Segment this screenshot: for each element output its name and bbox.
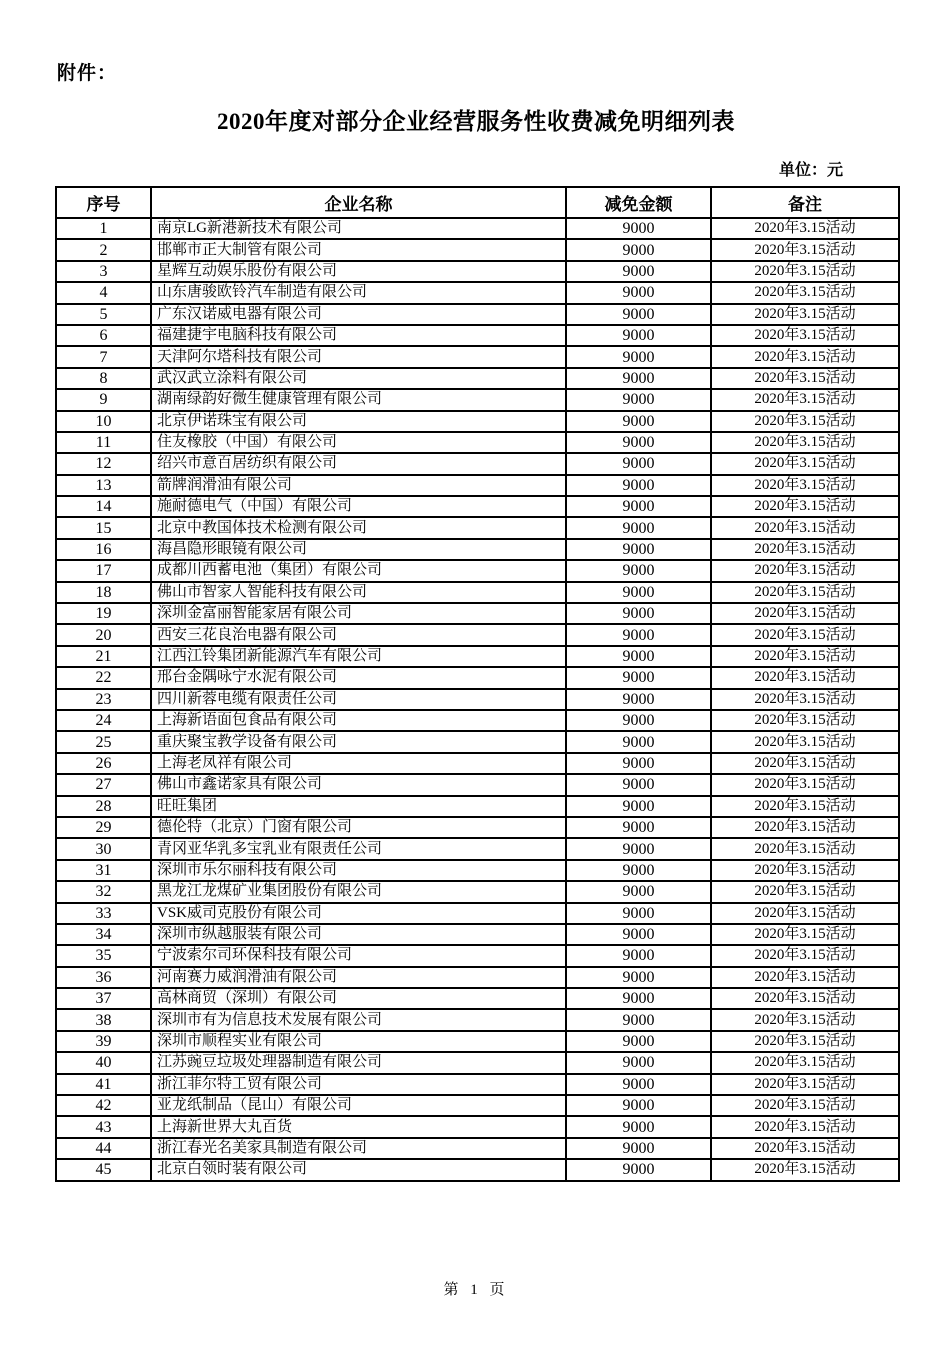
cell-company: 北京白领时装有限公司 bbox=[151, 1159, 566, 1180]
cell-index: 43 bbox=[56, 1116, 151, 1137]
cell-company: 黑龙江龙煤矿业集团股份有限公司 bbox=[151, 881, 566, 902]
cell-company: 深圳市有为信息技术发展有限公司 bbox=[151, 1009, 566, 1030]
cell-company: 住友橡胶（中国）有限公司 bbox=[151, 432, 566, 453]
cell-company: 西安三花良治电器有限公司 bbox=[151, 624, 566, 645]
cell-company: 河南赛力威润滑油有限公司 bbox=[151, 967, 566, 988]
cell-remark: 2020年3.15活动 bbox=[711, 282, 899, 303]
cell-company: 浙江春光名美家具制造有限公司 bbox=[151, 1138, 566, 1159]
cell-index: 23 bbox=[56, 689, 151, 710]
cell-company: 佛山市智家人智能科技有限公司 bbox=[151, 582, 566, 603]
cell-amount: 9000 bbox=[566, 710, 711, 731]
cell-company: 武汉武立涂料有限公司 bbox=[151, 368, 566, 389]
cell-amount: 9000 bbox=[566, 881, 711, 902]
cell-remark: 2020年3.15活动 bbox=[711, 710, 899, 731]
cell-company: 深圳市顺程实业有限公司 bbox=[151, 1031, 566, 1052]
cell-amount: 9000 bbox=[566, 967, 711, 988]
cell-amount: 9000 bbox=[566, 304, 711, 325]
cell-index: 31 bbox=[56, 860, 151, 881]
cell-company: 邯郸市正大制管有限公司 bbox=[151, 239, 566, 260]
cell-remark: 2020年3.15活动 bbox=[711, 603, 899, 624]
table-header-row bbox=[56, 187, 899, 218]
table-row bbox=[56, 261, 899, 282]
cell-remark: 2020年3.15活动 bbox=[711, 945, 899, 966]
cell-amount: 9000 bbox=[566, 261, 711, 282]
table-row bbox=[56, 945, 899, 966]
cell-index: 9 bbox=[56, 389, 151, 410]
cell-remark: 2020年3.15活动 bbox=[711, 624, 899, 645]
cell-remark: 2020年3.15活动 bbox=[711, 817, 899, 838]
cell-company: 天津阿尔塔科技有限公司 bbox=[151, 346, 566, 367]
cell-index: 22 bbox=[56, 667, 151, 688]
unit-label: 单位：元 bbox=[778, 162, 843, 179]
cell-remark: 2020年3.15活动 bbox=[711, 432, 899, 453]
cell-remark: 2020年3.15活动 bbox=[711, 1159, 899, 1180]
cell-remark: 2020年3.15活动 bbox=[711, 860, 899, 881]
cell-index: 3 bbox=[56, 261, 151, 282]
cell-index: 35 bbox=[56, 945, 151, 966]
cell-company: 海昌隐形眼镜有限公司 bbox=[151, 539, 566, 560]
cell-amount: 9000 bbox=[566, 560, 711, 581]
cell-remark: 2020年3.15活动 bbox=[711, 304, 899, 325]
cell-company: 重庆聚宝教学设备有限公司 bbox=[151, 731, 566, 752]
cell-index: 2 bbox=[56, 239, 151, 260]
cell-amount: 9000 bbox=[566, 432, 711, 453]
table-row bbox=[56, 539, 899, 560]
cell-company: 北京伊诺珠宝有限公司 bbox=[151, 411, 566, 432]
cell-company: 旺旺集团 bbox=[151, 796, 566, 817]
cell-remark: 2020年3.15活动 bbox=[711, 1116, 899, 1137]
cell-remark: 2020年3.15活动 bbox=[711, 1009, 899, 1030]
cell-remark: 2020年3.15活动 bbox=[711, 261, 899, 282]
table-row bbox=[56, 239, 899, 260]
cell-index: 28 bbox=[56, 796, 151, 817]
cell-index: 40 bbox=[56, 1052, 151, 1073]
cell-amount: 9000 bbox=[566, 496, 711, 517]
cell-company: 浙江菲尔特工贸有限公司 bbox=[151, 1074, 566, 1095]
cell-remark: 2020年3.15活动 bbox=[711, 731, 899, 752]
cell-index: 41 bbox=[56, 1074, 151, 1095]
cell-remark: 2020年3.15活动 bbox=[711, 368, 899, 389]
cell-company: VSK威司克股份有限公司 bbox=[151, 903, 566, 924]
table-row bbox=[56, 646, 899, 667]
cell-amount: 9000 bbox=[566, 239, 711, 260]
cell-amount: 9000 bbox=[566, 1095, 711, 1116]
cell-amount: 9000 bbox=[566, 539, 711, 560]
cell-index: 45 bbox=[56, 1159, 151, 1180]
cell-index: 36 bbox=[56, 967, 151, 988]
cell-company: 绍兴市意百居纺织有限公司 bbox=[151, 453, 566, 474]
page-title: 2020年度对部分企业经营服务性收费减免明细列表 bbox=[217, 109, 735, 134]
cell-remark: 2020年3.15活动 bbox=[711, 646, 899, 667]
cell-remark: 2020年3.15活动 bbox=[711, 218, 899, 239]
table-row bbox=[56, 282, 899, 303]
table-row bbox=[56, 860, 899, 881]
cell-amount: 9000 bbox=[566, 282, 711, 303]
table-row bbox=[56, 453, 899, 474]
table-row bbox=[56, 304, 899, 325]
cell-amount: 9000 bbox=[566, 603, 711, 624]
table-row bbox=[56, 346, 899, 367]
cell-index: 8 bbox=[56, 368, 151, 389]
cell-index: 32 bbox=[56, 881, 151, 902]
table-row bbox=[56, 1074, 899, 1095]
cell-amount: 9000 bbox=[566, 1116, 711, 1137]
cell-amount: 9000 bbox=[566, 1052, 711, 1073]
cell-remark: 2020年3.15活动 bbox=[711, 1031, 899, 1052]
cell-index: 13 bbox=[56, 475, 151, 496]
cell-index: 38 bbox=[56, 1009, 151, 1030]
table-row bbox=[56, 774, 899, 795]
cell-company: 德伦特（北京）门窗有限公司 bbox=[151, 817, 566, 838]
table-row bbox=[56, 924, 899, 945]
cell-company: 福建捷宇电脑科技有限公司 bbox=[151, 325, 566, 346]
cell-index: 27 bbox=[56, 774, 151, 795]
table-row bbox=[56, 903, 899, 924]
cell-remark: 2020年3.15活动 bbox=[711, 517, 899, 538]
cell-index: 15 bbox=[56, 517, 151, 538]
table-row bbox=[56, 475, 899, 496]
table-row bbox=[56, 838, 899, 859]
cell-index: 26 bbox=[56, 753, 151, 774]
cell-company: 邢台金隅咏宁水泥有限公司 bbox=[151, 667, 566, 688]
cell-company: 上海老凤祥有限公司 bbox=[151, 753, 566, 774]
cell-index: 6 bbox=[56, 325, 151, 346]
cell-amount: 9000 bbox=[566, 1031, 711, 1052]
fee-reduction-table bbox=[55, 186, 900, 1182]
cell-index: 17 bbox=[56, 560, 151, 581]
cell-company: 青冈亚华乳多宝乳业有限责任公司 bbox=[151, 838, 566, 859]
cell-amount: 9000 bbox=[566, 860, 711, 881]
cell-index: 18 bbox=[56, 582, 151, 603]
table-row bbox=[56, 731, 899, 752]
column-header: 企业名称 bbox=[151, 187, 566, 218]
table-row bbox=[56, 432, 899, 453]
cell-amount: 9000 bbox=[566, 667, 711, 688]
cell-remark: 2020年3.15活动 bbox=[711, 1138, 899, 1159]
cell-remark: 2020年3.15活动 bbox=[711, 796, 899, 817]
table-row bbox=[56, 603, 899, 624]
cell-index: 34 bbox=[56, 924, 151, 945]
cell-company: 箭牌润滑油有限公司 bbox=[151, 475, 566, 496]
column-header: 备注 bbox=[711, 187, 899, 218]
cell-index: 21 bbox=[56, 646, 151, 667]
cell-remark: 2020年3.15活动 bbox=[711, 689, 899, 710]
cell-index: 1 bbox=[56, 218, 151, 239]
cell-company: 湖南绿韵好微生健康管理有限公司 bbox=[151, 389, 566, 410]
table-row bbox=[56, 218, 899, 239]
cell-amount: 9000 bbox=[566, 582, 711, 603]
cell-company: 上海新语面包食品有限公司 bbox=[151, 710, 566, 731]
cell-company: 施耐德电气（中国）有限公司 bbox=[151, 496, 566, 517]
page-number: 第 1 页 bbox=[443, 1282, 509, 1298]
table-row bbox=[56, 881, 899, 902]
cell-remark: 2020年3.15活动 bbox=[711, 539, 899, 560]
cell-remark: 2020年3.15活动 bbox=[711, 838, 899, 859]
cell-amount: 9000 bbox=[566, 774, 711, 795]
table-row bbox=[56, 710, 899, 731]
table-row bbox=[56, 1031, 899, 1052]
cell-company: 星辉互动娱乐股份有限公司 bbox=[151, 261, 566, 282]
cell-company: 江苏豌豆垃圾处理器制造有限公司 bbox=[151, 1052, 566, 1073]
cell-company: 亚龙纸制品（昆山）有限公司 bbox=[151, 1095, 566, 1116]
table-row bbox=[56, 496, 899, 517]
cell-remark: 2020年3.15活动 bbox=[711, 1074, 899, 1095]
cell-amount: 9000 bbox=[566, 838, 711, 859]
cell-amount: 9000 bbox=[566, 924, 711, 945]
cell-company: 佛山市鑫诺家具有限公司 bbox=[151, 774, 566, 795]
cell-amount: 9000 bbox=[566, 903, 711, 924]
cell-index: 7 bbox=[56, 346, 151, 367]
cell-remark: 2020年3.15活动 bbox=[711, 582, 899, 603]
cell-amount: 9000 bbox=[566, 325, 711, 346]
cell-remark: 2020年3.15活动 bbox=[711, 753, 899, 774]
table-row bbox=[56, 517, 899, 538]
table-row bbox=[56, 817, 899, 838]
cell-amount: 9000 bbox=[566, 945, 711, 966]
cell-amount: 9000 bbox=[566, 1159, 711, 1180]
table-row bbox=[56, 1116, 899, 1137]
cell-amount: 9000 bbox=[566, 646, 711, 667]
cell-index: 42 bbox=[56, 1095, 151, 1116]
table-row bbox=[56, 667, 899, 688]
attachment-label: 附件： bbox=[57, 63, 118, 84]
cell-remark: 2020年3.15活动 bbox=[711, 389, 899, 410]
table-row bbox=[56, 325, 899, 346]
cell-remark: 2020年3.15活动 bbox=[711, 560, 899, 581]
cell-company: 广东汉诺威电器有限公司 bbox=[151, 304, 566, 325]
cell-remark: 2020年3.15活动 bbox=[711, 667, 899, 688]
cell-amount: 9000 bbox=[566, 1009, 711, 1030]
table-body bbox=[56, 218, 899, 1181]
cell-index: 29 bbox=[56, 817, 151, 838]
cell-remark: 2020年3.15活动 bbox=[711, 1095, 899, 1116]
cell-index: 33 bbox=[56, 903, 151, 924]
cell-company: 深圳市乐尔丽科技有限公司 bbox=[151, 860, 566, 881]
table-row bbox=[56, 411, 899, 432]
cell-remark: 2020年3.15活动 bbox=[711, 903, 899, 924]
cell-remark: 2020年3.15活动 bbox=[711, 1052, 899, 1073]
cell-index: 44 bbox=[56, 1138, 151, 1159]
cell-remark: 2020年3.15活动 bbox=[711, 881, 899, 902]
cell-remark: 2020年3.15活动 bbox=[711, 774, 899, 795]
table-row bbox=[56, 1095, 899, 1116]
cell-company: 四川新蓉电缆有限责任公司 bbox=[151, 689, 566, 710]
cell-company: 南京LG新港新技术有限公司 bbox=[151, 218, 566, 239]
cell-amount: 9000 bbox=[566, 731, 711, 752]
cell-company: 宁波索尔司环保科技有限公司 bbox=[151, 945, 566, 966]
cell-index: 14 bbox=[56, 496, 151, 517]
cell-amount: 9000 bbox=[566, 817, 711, 838]
cell-company: 上海新世界大丸百货 bbox=[151, 1116, 566, 1137]
cell-amount: 9000 bbox=[566, 368, 711, 389]
cell-remark: 2020年3.15活动 bbox=[711, 239, 899, 260]
cell-amount: 9000 bbox=[566, 988, 711, 1009]
column-header: 序号 bbox=[56, 187, 151, 218]
table-row bbox=[56, 967, 899, 988]
cell-amount: 9000 bbox=[566, 475, 711, 496]
cell-amount: 9000 bbox=[566, 389, 711, 410]
cell-remark: 2020年3.15活动 bbox=[711, 924, 899, 945]
cell-index: 24 bbox=[56, 710, 151, 731]
cell-amount: 9000 bbox=[566, 517, 711, 538]
column-header: 减免金额 bbox=[566, 187, 711, 218]
cell-index: 4 bbox=[56, 282, 151, 303]
table-row bbox=[56, 988, 899, 1009]
table-row bbox=[56, 1138, 899, 1159]
cell-company: 山东唐骏欧铃汽车制造有限公司 bbox=[151, 282, 566, 303]
table-row bbox=[56, 753, 899, 774]
cell-company: 深圳市纵越服装有限公司 bbox=[151, 924, 566, 945]
table-row bbox=[56, 582, 899, 603]
cell-amount: 9000 bbox=[566, 753, 711, 774]
cell-index: 30 bbox=[56, 838, 151, 859]
cell-amount: 9000 bbox=[566, 411, 711, 432]
cell-amount: 9000 bbox=[566, 689, 711, 710]
cell-index: 12 bbox=[56, 453, 151, 474]
table-row bbox=[56, 689, 899, 710]
cell-index: 16 bbox=[56, 539, 151, 560]
table-row bbox=[56, 368, 899, 389]
cell-index: 39 bbox=[56, 1031, 151, 1052]
cell-amount: 9000 bbox=[566, 796, 711, 817]
cell-remark: 2020年3.15活动 bbox=[711, 411, 899, 432]
cell-remark: 2020年3.15活动 bbox=[711, 346, 899, 367]
cell-amount: 9000 bbox=[566, 1138, 711, 1159]
cell-company: 深圳金富丽智能家居有限公司 bbox=[151, 603, 566, 624]
table-row bbox=[56, 1009, 899, 1030]
cell-company: 成都川西蓄电池（集团）有限公司 bbox=[151, 560, 566, 581]
cell-amount: 9000 bbox=[566, 624, 711, 645]
cell-amount: 9000 bbox=[566, 218, 711, 239]
cell-remark: 2020年3.15活动 bbox=[711, 325, 899, 346]
cell-amount: 9000 bbox=[566, 1074, 711, 1095]
cell-remark: 2020年3.15活动 bbox=[711, 967, 899, 988]
cell-remark: 2020年3.15活动 bbox=[711, 496, 899, 517]
cell-index: 25 bbox=[56, 731, 151, 752]
cell-remark: 2020年3.15活动 bbox=[711, 453, 899, 474]
table-row bbox=[56, 796, 899, 817]
table-row bbox=[56, 1052, 899, 1073]
cell-index: 5 bbox=[56, 304, 151, 325]
table-row bbox=[56, 389, 899, 410]
cell-index: 11 bbox=[56, 432, 151, 453]
cell-company: 高林商贸（深圳）有限公司 bbox=[151, 988, 566, 1009]
table-row bbox=[56, 560, 899, 581]
table-row bbox=[56, 624, 899, 645]
cell-amount: 9000 bbox=[566, 453, 711, 474]
table-row bbox=[56, 1159, 899, 1180]
cell-remark: 2020年3.15活动 bbox=[711, 988, 899, 1009]
cell-company: 江西江铃集团新能源汽车有限公司 bbox=[151, 646, 566, 667]
cell-index: 20 bbox=[56, 624, 151, 645]
cell-index: 37 bbox=[56, 988, 151, 1009]
cell-index: 10 bbox=[56, 411, 151, 432]
cell-company: 北京中教国体技术检测有限公司 bbox=[151, 517, 566, 538]
cell-remark: 2020年3.15活动 bbox=[711, 475, 899, 496]
cell-index: 19 bbox=[56, 603, 151, 624]
cell-amount: 9000 bbox=[566, 346, 711, 367]
